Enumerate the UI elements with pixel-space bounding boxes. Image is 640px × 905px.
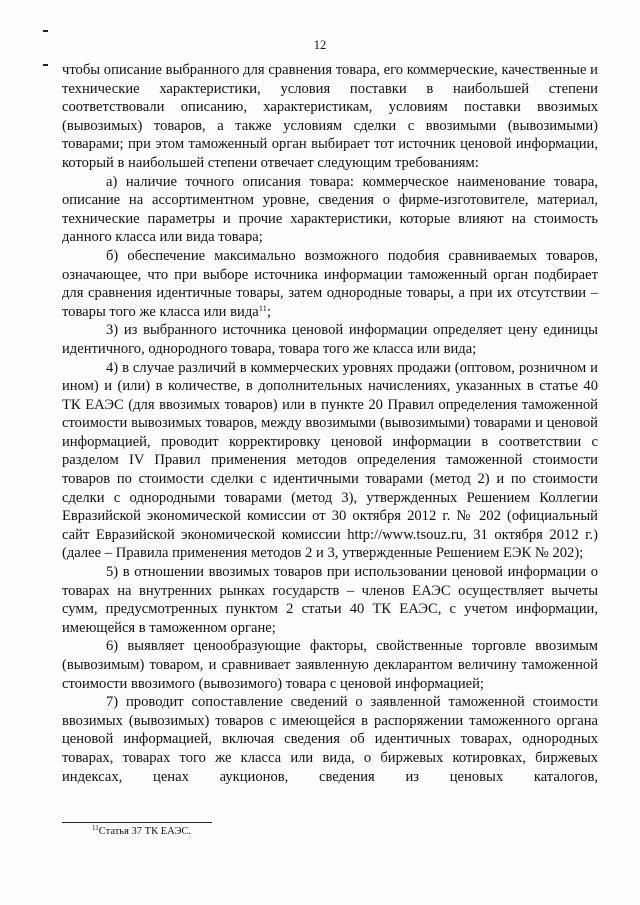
scan-mark — [43, 64, 48, 66]
document-body — [62, 61, 598, 786]
paragraph-b — [62, 247, 598, 321]
paragraph-4: 4) в случае различий в коммерческих уровнях продажи (оптовом, розничном и ином) и (или) в количестве, в дополнительных начислениях, указанных в статье 40 ТК ЕАЭС (для ввозимых товаров) или в пункте 20 Правил определения таможенной стоимости вывозимых товаров, между ввозимыми (вывозимыми) товарами и ценовой информацией, проводит корректировку ценовой информации в соответствии с разделом IV Правил применения методов определения таможенной стоимости товаров по стоимости сделки с идентичными товарами (метод 2) и по стоимости сделки с однородными товарами (метод 3), утвержденных Решением Коллегии Евразийской экономической комиссии от 30 октября 2012 г. № 202 (официальный сайт Евразийской экономической комиссии http://www.tsouz.ru, 31 октября 2012 г.) (далее – Правила применения методов 2 и 3, утвержденные Решением ЕЭК № 202); — [62, 359, 598, 562]
footnote — [92, 826, 191, 837]
paragraph-a: а) наличие точного описания товара: коммерческое наименование товара, описание на ассортиментном уровне, сведения о фирме-изготовителе, материал, технические параметры и прочие характеристики, которые влияют на стоимость данного класса или вида товара; — [62, 173, 598, 246]
paragraph-intro: чтобы описание выбранного для сравнения товара, его коммерческие, качественные и технические характеристики, условия поставки в наибольшей степени соответствовали описанию, характеристикам, условиям поставки ввозимых (вывозимых) товаров, а также условиям сделки с ввозимыми (вывозимыми) товарами; при этом таможенный орган выбирает тот источник ценовой информации, который в наибольшей степени отвечает следующим требованиям: — [62, 62, 598, 171]
footnote-number: 11 — [92, 824, 99, 832]
footnote-divider — [62, 822, 212, 823]
footnote-reference: 11 — [258, 302, 267, 313]
paragraph-b-text: б) обеспечение максимально возможного подобия сравниваемых товаров, означающее, что при выборе источника информации таможенный орган подбирает для сравнения идентичные товары, затем однородные товары, а при их отсутствии – товары того же класса или вида — [62, 247, 598, 320]
paragraph-7: 7) проводит сопоставление сведений о заявленной таможенной стоимости ввозимых (вывозимых) товаров с имеющейся в распоряжении таможенного органа ценовой информацией, включая сведения об идентичных товарах, однородных товарах, товарах того же класса или вида, о биржевых котировках, биржевых индексах, ценах аукционов, сведения из ценовых каталогов, — [62, 694, 598, 785]
paragraph-5: 5) в отношении ввозимых товаров при использовании ценовой информации о товарах на внутренних рынках государств – членов ЕАЭС осуществляет вычеты сумм, предусмотренных пунктом 2 статьи 40 ТК ЕАЭС, с учетом информации, имеющейся в таможенном органе; — [62, 564, 598, 636]
page-number: 12 — [313, 38, 327, 52]
paragraph-3: 3) из выбранного источника ценовой информации определяет цену единицы идентичного, однородного товара, товара того же класса или вида; — [62, 322, 598, 357]
scan-mark — [43, 30, 48, 32]
paragraph-6: 6) выявляет ценообразующие факторы, свойственные торговле ввозимым (вывозимым) товаром, и сравнивает заявленную декларантом величину таможенной стоимости ввозимого (вывозимого) товара с ценовой информацией; — [62, 638, 598, 692]
paragraph-b-end: ; — [266, 303, 271, 320]
footnote-text: Статья 37 ТК ЕАЭС. — [98, 826, 192, 837]
